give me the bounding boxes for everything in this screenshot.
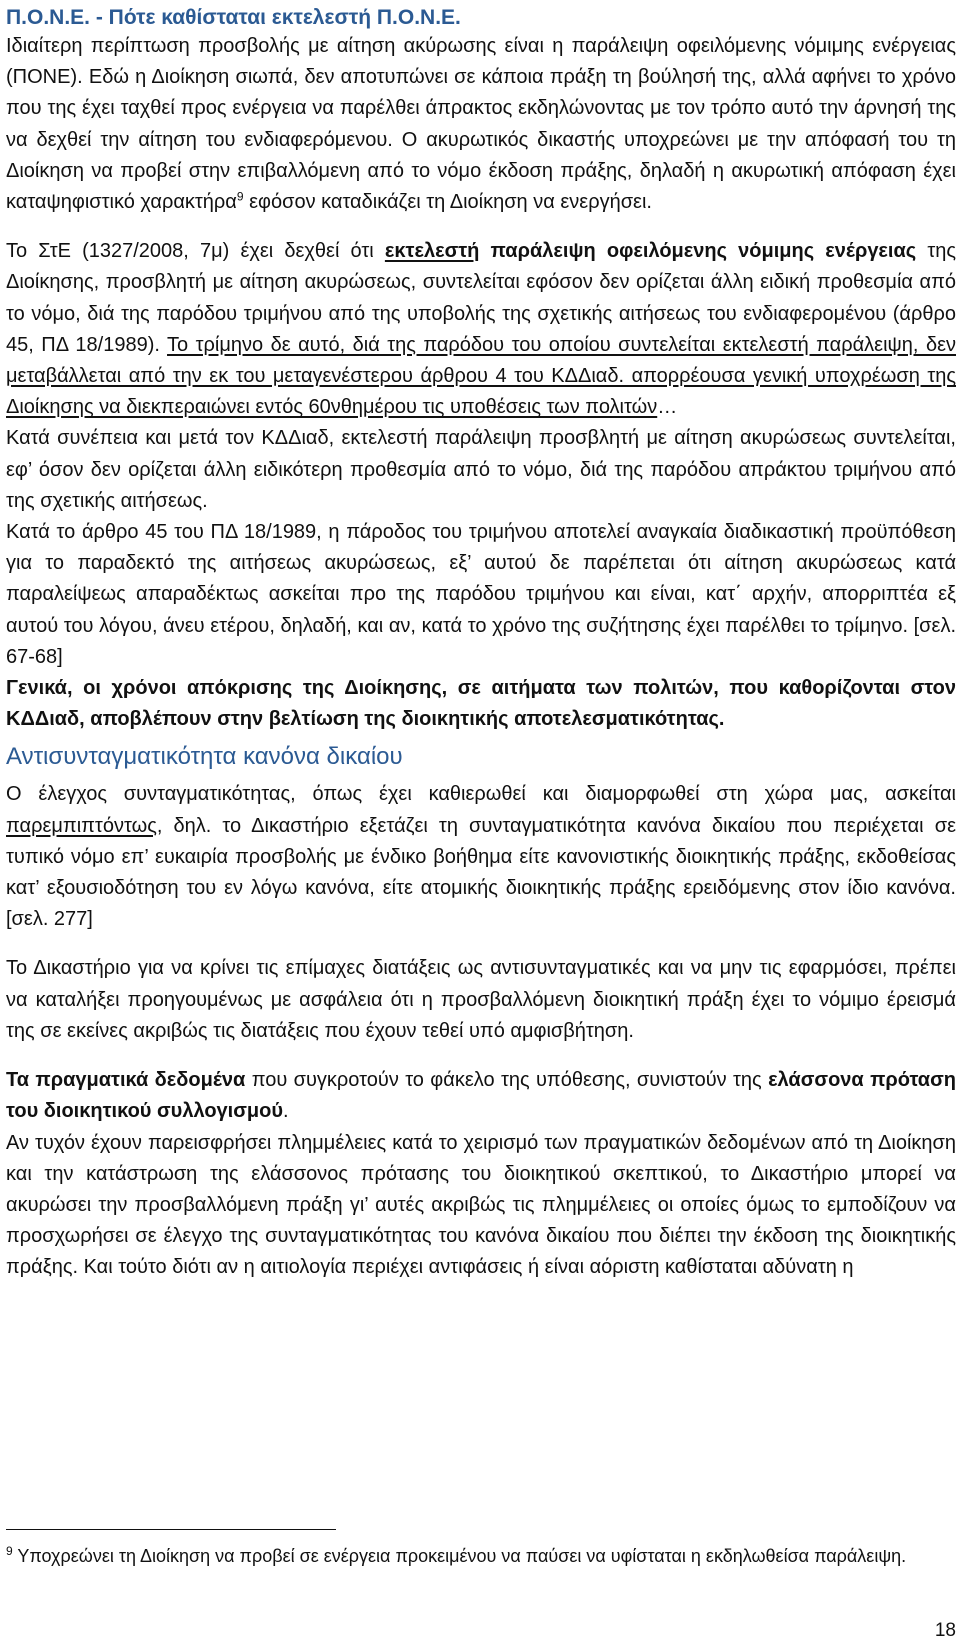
paragraph-ste-ruling: [6, 236, 956, 423]
ste-ruling-bold-underlined: εκτελεστή: [384, 240, 480, 263]
constitutional-review-text-end: , δηλ. το Δικαστήριο εξετάζει τη συνταγματικότητα κανόνα δικαίου που περιέχεται σε τυπικό νόμο επ’ ευκαιρία προσβολής με ένδικο βοήθημα είτε κανονιστικής διοικητικής πράξης, εκδοθείσας κατ’ εξουσιοδότηση του εν λόγω κανόνα, είτε ατομικής διοικητικής πράξης ερειδόμενης στον ίδιο κανόνα. [σελ. 277]: [6, 814, 956, 931]
factual-data-bold-minor-premise: ελάσσονα πρόταση του διοικητικού συλλογισμού: [6, 1069, 957, 1123]
factual-data-end: .: [283, 1100, 289, 1123]
ste-ruling-underlined: Το τρίμηνο δε αυτό, διά της παρόδου του οποίου συντελείται εκτελεστή παράλειψη, δεν μεταβάλλεται από την εκ του μεταγενέστερου άρθρου 4 του ΚΔΔιαδ. απορρέουσα γενική υποχρέωση της Διοίκησης να διεκπεραιώνει εντός 60νθημέρου τις υποθέσεις των πολιτών: [6, 333, 956, 419]
factual-data-text: που συγκροτούν το φάκελο της υπόθεσης, συνιστούν της: [245, 1069, 769, 1092]
ste-ruling-text: της Διοίκησης, προσβλητή με αίτηση ακυρώσεως, συντελείται εφόσον δεν ορίζεται άλλη ειδική προθεσμία από το νόμο, διά της παρόδου τριμήνου από της υποβολής της σχετικής αιτήσεως του ενδιαφερομένου (άρθρο 45, ΠΔ 18/1989).: [6, 240, 956, 356]
paragraph-pone-definition: [6, 31, 956, 218]
page-number: 18: [934, 1620, 956, 1641]
paragraph-response-times: Γενικά, οι χρόνοι απόκρισης της Διοίκησης, σε αιτήματα των πολιτών, που καθορίζονται στον ΚΔΔιαδ, αποβλέπουν στην βελτίωση της διοικητικής αποτελεσματικότητας.: [6, 677, 956, 731]
paragraph-article-45: Κατά το άρθρο 45 του ΠΔ 18/1989, η πάροδος του τριμήνου αποτελεί αναγκαία διαδικαστική προϋπόθεση για το παραδεκτό της αιτήσεως ακυρώσεως, εξ’ αυτού δε παρέπεται ότι αίτηση ακυρώσεως κατά παραλείψεως απαραδέκτως ασκείται προ της παρόδου τριμήνου και είναι, κατ΄ αρχήν, απορριπτέα εξ αυτού του λόγου, άνευ ετέρου, δηλαδή, και αν, κατά το χρόνο της συζήτησης έχει παρέλθει το τρίμηνο. [σελ. 67-68]: [6, 521, 956, 668]
paragraph-defects: Αν τυχόν έχουν παρεισφρήσει πλημμέλειες κατά το χειρισμό των πραγματικών δεδομένων από τη Διοίκηση και την κατάστρωση της ελάσσονος πρότασης του διοικητικού σκεπτικού, το Δικαστήριο μπορεί να ακυρώσει την προσβαλλόμενη πράξη γι’ αυτές ακριβώς τις πλημμέλειες οι οποίες όμως το εμποδίζουν να προσχωρήσει σε έλεγχο της συνταγματικότητας του κανόνα δικαίου που διέπει την έκδοση της διοικητικής πράξης. Και τούτο διότι αν η αιτιολογία περιέχει αντιφάσεις ή είναι αόριστη καθίσταται αδύνατη η: [6, 1131, 956, 1279]
ste-ruling-ellipsis: …: [657, 396, 678, 419]
paragraph-factual-data: [6, 1065, 956, 1127]
section-heading-unconstitutionality: Αντισυνταγματικότητα κανόνα δικαίου: [6, 743, 403, 771]
pone-definition-text-end: εφόσον καταδικάζει τη Διοίκηση να ενεργήσει.: [243, 191, 652, 214]
footnote: [6, 1542, 926, 1570]
footnote-text: Υποχρεώνει τη Διοίκηση να προβεί σε ενέργεια προκειμένου να παύσει να υφίσταται η εκδηλωθείσα παράλειψη.: [12, 1546, 907, 1566]
paragraph-consequence: Κατά συνέπεια και μετά τον ΚΔΔιαδ, εκτελεστή παράλειψη προσβλητή με αίτηση ακυρώσεως συντελείται, εφ’ όσον δεν ορίζεται άλλη ειδικότερη προθεσμία από το νόμο, διά της παρόδου απράκτου τριμήνου από της σχετικής αιτήσεως.: [6, 427, 956, 512]
footnote-separator: [6, 1529, 336, 1530]
main-text: [6, 4, 956, 1284]
footnote-reference[interactable]: 9: [236, 189, 244, 204]
section-heading-pone: Π.Ο.Ν.Ε. - Πότε καθίσταται εκτελεστή Π.Ο.Ν.Ε.: [6, 6, 461, 29]
ste-ruling-bold: παράλειψη οφειλόμενης νόμιμης ενέργειας: [479, 240, 917, 263]
footnote-number: 9: [6, 1544, 13, 1558]
paragraph-constitutional-review: [6, 779, 956, 935]
ste-ruling-intro: Το ΣτΕ (1327/2008, 7μ) έχει δεχθεί ότι: [6, 240, 385, 263]
pone-definition-text: Ιδιαίτερη περίπτωση προσβολής με αίτηση ακύρωσης είναι η παράλειψη οφειλόμενης νόμιμης ενέργειας (ΠΟΝΕ). Εδώ η Διοίκηση σιωπά, δεν αποτυπώνει σε κάποια πράξη τη βούλησή της, αλλά αφήνει το χρόνο που της έχει ταχθεί προς ενέργεια να παρέλθει άπρακτος εκδηλώνοντας με τον τρόπο αυτό την άρνησή της να δεχθεί την αίτηση του ενδιαφερόμενου. Ο ακυρωτικός δικαστής υποχρεώνει με την απόφασή του τη Διοίκηση να προβεί στην επιβαλλόμενη από το νόμο έκδοση πράξης, δηλαδή η ακυρωτική απόφαση έχει καταψηφιστικό χαρακτήρα: [6, 35, 956, 214]
paragraph-court-assessment: Το Δικαστήριο για να κρίνει τις επίμαχες διατάξεις ως αντισυνταγματικές και να μην τις εφαρμόσει, πρέπει να καταλήξει προηγουμένως με ασφάλεια ότι η προσβαλλόμενη διοικητική πράξη έχει το νόμιμο έρεισμά της σε εκείνες ακριβώς τις διατάξεις που έχουν τεθεί υπό αμφισβήτηση.: [6, 957, 956, 1042]
constitutional-review-underlined: παρεμπιπτόντως: [6, 814, 157, 837]
factual-data-bold: Τα πραγματικά δεδομένα: [6, 1069, 246, 1092]
constitutional-review-text: Ο έλεγχος συνταγματικότητας, όπως έχει καθιερωθεί και διαμορφωθεί στη χώρα μας, ασκείται: [6, 783, 956, 806]
